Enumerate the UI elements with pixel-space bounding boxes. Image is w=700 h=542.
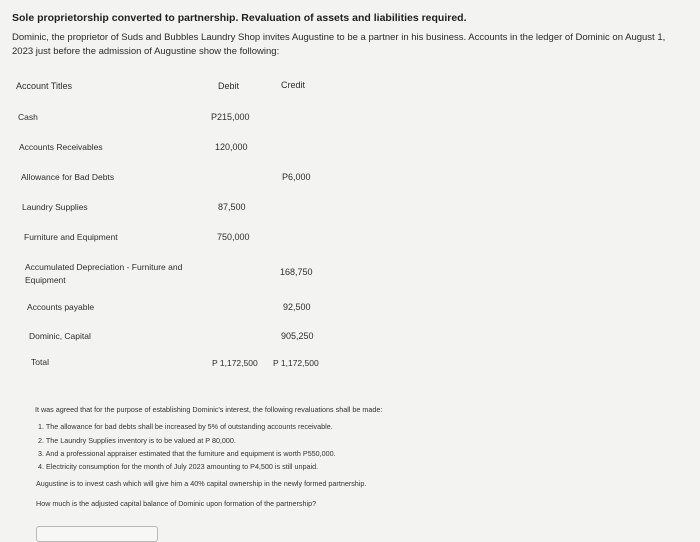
row-debit-laundry-supplies: 87,500 [218,202,246,212]
problem-intro: Dominic, the proprietor of Suds and Bubbles Laundry Shop invites Augustine to be a partner in his business. Accounts in the ledger of Dominic on August 1, 2023 just before the admission of Augustine show the following: [12,32,666,57]
row-debit-accounts-receivables: 120,000 [215,142,248,152]
investment-text: Augustine is to invest cash which will give him a 40% capital ownership in the newly formed partnership. [36,479,367,488]
row-label-dominic-capital: Dominic, Capital [29,331,91,341]
answer-input[interactable] [36,526,158,542]
row-label-accounts-payable: Accounts payable [27,302,95,312]
row-label-allowance-bad-debts: Allowance for Bad Debts [21,172,115,182]
row-label-total: Total [31,357,49,367]
row-label-accumulated-depreciation: Accumulated Depreciation - Furniture and Equipment [25,262,183,285]
header-debit: Debit [218,81,240,91]
problem-title: Sole proprietorship converted to partnership. Revaluation of assets and liabilities required. [12,12,467,24]
row-credit-accounts-payable: 92,500 [283,302,311,312]
row-debit-cash: P215,000 [211,112,250,122]
row-credit-total: P 1,172,500 [273,358,319,368]
agreement-text: It was agreed that for the purpose of establishing Dominic's interest, the following revaluations shall be made: [35,405,383,414]
row-label-furniture-equipment: Furniture and Equipment [24,232,118,242]
row-debit-total: P 1,172,500 [212,358,258,368]
row-credit-allowance-bad-debts: P6,000 [282,172,311,182]
revaluation-item-3: 3. And a professional appraiser estimated that the furniture and equipment is worth P550,000. [38,449,336,458]
revaluation-item-2: 2. The Laundry Supplies inventory is to be valued at P 80,000. [38,436,236,445]
header-credit: Credit [281,80,306,90]
revaluation-item-1: 1. The allowance for bad debts shall be increased by 5% of outstanding accounts receivable. [38,422,333,431]
revaluation-item-4: 4. Electricity consumption for the month of July 2023 amounting to P4,500 is still unpaid. [38,462,319,471]
question-text: How much is the adjusted capital balance of Dominic upon formation of the partnership? [36,499,317,508]
row-label-accounts-receivables: Accounts Receivables [19,142,103,152]
row-label-laundry-supplies: Laundry Supplies [22,202,88,212]
row-debit-furniture-equipment: 750,000 [217,232,250,242]
row-credit-accumulated-depreciation: 168,750 [280,267,313,277]
row-label-cash: Cash [18,112,38,122]
row-credit-dominic-capital: 905,250 [281,331,314,341]
header-account-titles: Account Titles [16,81,73,91]
